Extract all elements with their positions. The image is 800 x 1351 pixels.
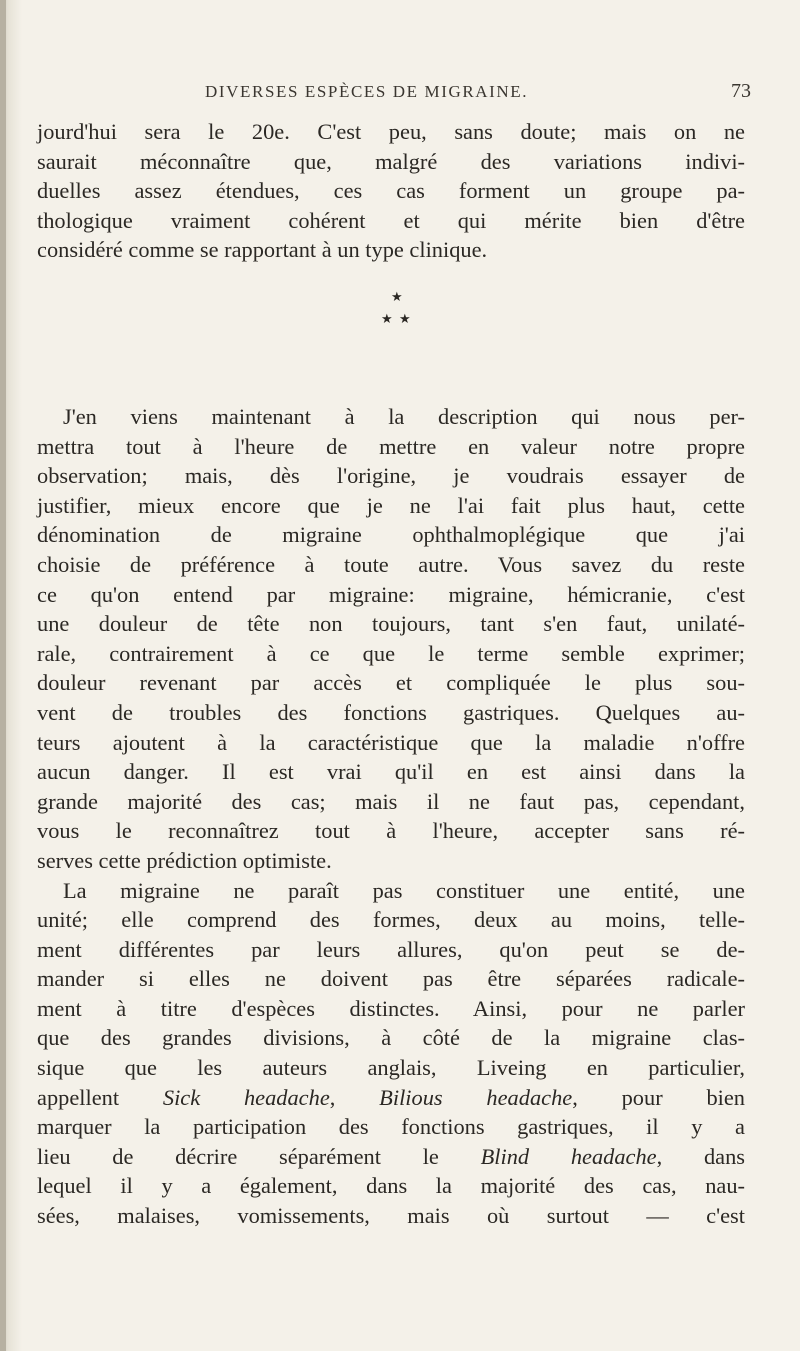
asterism-star-icon: ★: [381, 311, 393, 326]
paragraph-description: [37, 402, 745, 876]
text-line: une douleur de tête non toujours, tant s'en faut, unilaté-: [37, 611, 745, 637]
text-line: ce qu'on entend par migraine: migraine, hémicranie, c'est: [37, 581, 745, 607]
text-line: unité; elle comprend des formes, deux au moins, telle-: [37, 907, 745, 933]
paragraph-continuation: [37, 117, 745, 265]
text-line: ment à titre d'espèces distinctes. Ainsi, pour ne parler: [37, 995, 745, 1021]
running-head: DIVERSES ESPÈCES DE MIGRAINE.: [205, 82, 529, 101]
section-break-asterism: [370, 290, 430, 336]
text-line: La migraine ne paraît pas constituer une entité, une: [63, 877, 745, 903]
text-line: serves cette prédiction optimiste.: [37, 847, 332, 873]
text-line: vent de troubles des fonctions gastriques. Quelques au-: [37, 699, 745, 725]
text-line: saurait méconnaître que, malgré des variations indivi-: [37, 148, 745, 174]
text-line: sées, malaises, vomissements, mais où surtout — c'est: [37, 1203, 745, 1229]
text-line: grande majorité des cas; mais il ne faut pas, cependant,: [37, 788, 745, 814]
text-line: marquer la participation des fonctions gastriques, il y a: [37, 1114, 745, 1140]
text-line: lieu de décrire séparément le Blind headache, dans: [37, 1143, 745, 1169]
text-line: douleur revenant par accès et compliquée le plus sou-: [37, 670, 745, 696]
text-line: que des grandes divisions, à côté de la migraine clas-: [37, 1025, 745, 1051]
text-line: sique que les auteurs anglais, Liveing en particulier,: [37, 1055, 745, 1081]
asterism-star-icon: ★: [391, 289, 403, 304]
text-line: considéré comme se rapportant à un type clinique.: [37, 237, 488, 263]
text-line: jourd'hui sera le 20e. C'est peu, sans doute; mais on ne: [37, 119, 745, 144]
text-line: rale, contrairement à ce que le terme semble exprimer;: [37, 640, 745, 666]
text-line: choisie de préférence à toute autre. Vous savez du reste: [37, 551, 745, 577]
page-spine-edge: [0, 0, 6, 1351]
text-line: ment différentes par leurs allures, qu'on peut se de-: [37, 936, 745, 962]
main-text: [37, 402, 745, 1231]
text-line: justifier, mieux encore que je ne l'ai fait plus haut, cette: [37, 492, 745, 518]
text-line: thologique vraiment cohérent et qui mérite bien d'être: [37, 207, 745, 233]
page-number: 73: [731, 80, 751, 102]
text-line: teurs ajoutent à la caractéristique que la maladie n'offre: [37, 729, 745, 755]
text-line: vous le reconnaîtrez tout à l'heure, accepter sans ré-: [37, 818, 745, 844]
text-line: J'en viens maintenant à la description qui nous per-: [63, 404, 745, 429]
text-line: appellent Sick headache, Bilious headache, pour bien: [37, 1084, 746, 1110]
text-line: dénomination de migraine ophthalmoplégique que j'ai: [37, 522, 745, 548]
text-line: lequel il y a également, dans la majorité des cas, nau-: [37, 1173, 745, 1199]
text-line: observation; mais, dès l'origine, je voudrais essayer de: [37, 463, 745, 489]
asterism-star-icon: ★: [399, 311, 411, 326]
text-line: aucun danger. Il est vrai qu'il en est ainsi dans la: [37, 759, 745, 785]
paragraph-migraine-forms: [37, 876, 745, 1231]
text-line: mander si elles ne doivent pas être séparées radicale-: [37, 966, 745, 992]
text-line: duelles assez étendues, ces cas forment un groupe pa-: [37, 178, 745, 204]
text-line: mettra tout à l'heure de mettre en valeur notre propre: [37, 433, 745, 459]
page-header: [0, 82, 800, 108]
